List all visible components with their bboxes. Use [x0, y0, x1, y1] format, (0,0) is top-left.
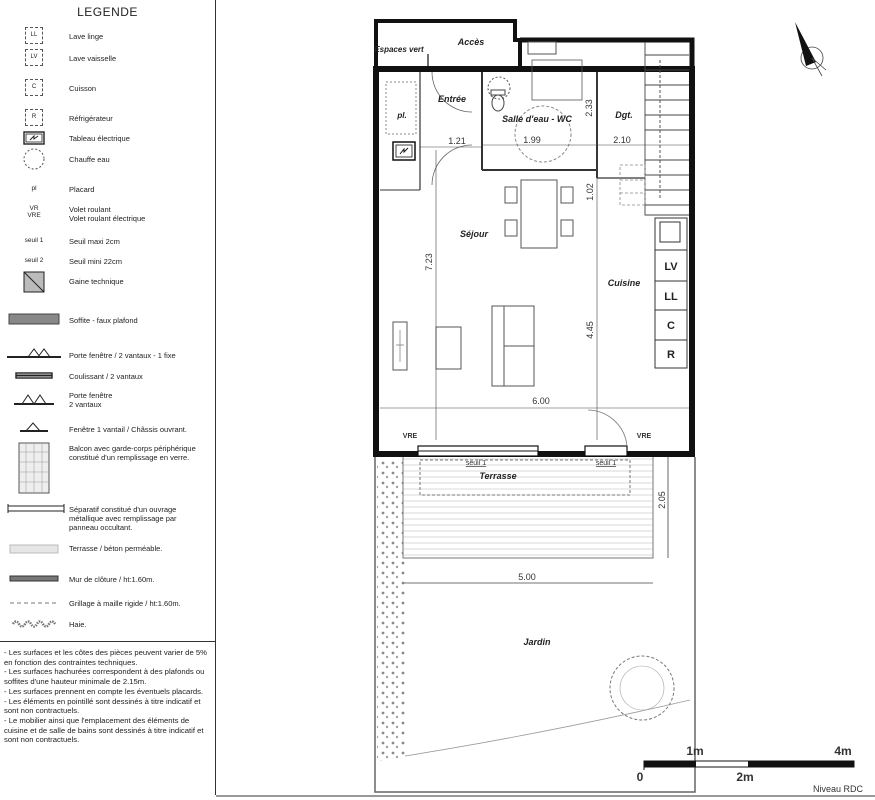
sofa: [492, 306, 534, 386]
dim-hall-depth: 1.02: [585, 183, 595, 201]
vre-label-left: VRE: [402, 433, 418, 440]
hall-door-swing: [432, 145, 472, 185]
terrace-area: [403, 455, 653, 558]
dim-sde-height: 2.33: [584, 99, 594, 117]
legend-notes: [0, 641, 215, 745]
legend-label: Placard: [69, 185, 95, 194]
legend-symbol-vr: VR VRE: [27, 205, 41, 219]
toilet-icon: [491, 90, 505, 111]
legend-symbol-ll: LL: [25, 27, 43, 44]
legend-label: Porte fenêtre / 2 vantaux - 1 fixe: [69, 351, 176, 360]
soffit-icon: [6, 313, 62, 327]
floor-plan: [216, 0, 875, 800]
room-label-cuisine: Cuisine: [607, 278, 641, 288]
technical-duct-icon: [6, 271, 62, 295]
legend-label: Soffite - faux plafond: [69, 316, 138, 325]
legend-label: Chauffe eau: [69, 155, 110, 164]
fence-wall-icon: [6, 575, 62, 585]
appliance-r: R: [667, 349, 675, 361]
privacy-screen-icon: [6, 503, 62, 517]
french-window-fixed-icon: [6, 346, 62, 362]
legend-label: Lave vaisselle: [69, 54, 117, 63]
legend-label: Porte fenêtre 2 vantaux: [69, 391, 113, 409]
legend-label: Tableau électrique: [69, 134, 130, 143]
legend-label: Cuisson: [69, 84, 97, 93]
sliding-door-icon: [6, 370, 62, 384]
scale-four: 4m: [834, 744, 852, 758]
legend-symbol-seuil-2: seuil 2: [24, 257, 44, 264]
legend-panel: [0, 0, 216, 795]
french-window-icon: [6, 391, 62, 409]
tv-unit-detail: [396, 330, 404, 362]
vre-label-right: VRE: [636, 433, 652, 440]
water-heater-icon: [488, 77, 510, 99]
legend-label: Fenêtre 1 vantail / Châssis ouvrant.: [69, 425, 187, 434]
scale-two: 2m: [736, 770, 754, 784]
legend-label: Réfrigérateur: [69, 114, 113, 123]
room-label-acces: Accès: [457, 37, 485, 47]
dim-sejour-depth: 7.23: [424, 253, 434, 271]
legend-label: Haie.: [69, 620, 87, 629]
room-label-terrasse: Terrasse: [479, 471, 517, 481]
garden-bottom-curve: [380, 700, 690, 760]
water-heater-icon: [6, 147, 62, 173]
legend-title: LEGENDE: [77, 5, 138, 19]
legend-label: Coulissant / 2 vantaux: [69, 372, 143, 381]
coffee-table: [436, 327, 461, 369]
appliance-c: C: [667, 320, 675, 332]
dim-cuisine-depth: 4.45: [585, 321, 595, 339]
glass-balcony-icon: [6, 442, 62, 496]
dim-entree-width: 1.21: [448, 136, 466, 146]
note: - Les surfaces et les côtes des pièces peuvent varier de 5% en fonction des contraintes techniques.: [4, 648, 207, 667]
legend-label: Grillage à maille rigide / ht:1.60m.: [69, 599, 181, 608]
legend-label: Séparatif constitué d'un ouvrage métallique avec remplissage par panneau occultant.: [69, 505, 177, 532]
legend-label: Volet roulant Volet roulant électrique: [69, 205, 146, 223]
dim-total-width: 6.00: [532, 396, 550, 406]
electric-panel-icon: [6, 131, 62, 147]
legend-label: Seuil mini 22cm: [69, 257, 122, 266]
scale-one: 1m: [686, 744, 704, 758]
note: - Les éléments en pointillé sont dessinés à titre indicatif et sont non contractuels.: [4, 696, 201, 716]
legend-label: Terrasse / béton perméable.: [69, 544, 163, 553]
appliance-lv: LV: [664, 261, 678, 273]
legend-label: Balcon avec garde-corps périphérique constitué d'un remplissage en verre.: [69, 444, 196, 462]
permeable-terrace-icon: [6, 544, 62, 556]
legend-label: Seuil maxi 2cm: [69, 237, 120, 246]
legend-symbol-seuil-1: seuil 1: [24, 237, 44, 244]
hedge-icon: [6, 618, 62, 632]
legend-symbol-c: C: [25, 79, 43, 96]
french-window-right: [585, 446, 627, 456]
placard: [386, 82, 416, 134]
note: - Les surfaces hachurées correspondent à des plafonds ou soffites d'une hauteur minimale de 2.15m.: [4, 667, 205, 687]
note: - Les surfaces prennent en compte les éventuels placards.: [4, 686, 204, 696]
room-label-espaces-verts: Espaces vert: [374, 45, 424, 54]
legend-label: Gaine technique: [69, 277, 124, 286]
entrance-door-swing: [432, 72, 472, 112]
dim-seuil-left: seuil 1: [465, 460, 487, 467]
tree-canopy: [620, 666, 664, 710]
legend-symbol-lv: LV: [25, 49, 43, 66]
north-arrow-icon: [795, 22, 826, 76]
level-label: Niveau RDC: [812, 784, 863, 794]
washbasin: [528, 42, 556, 54]
scale-bar: [644, 761, 854, 770]
dim-sde-width: 1.99: [523, 135, 541, 145]
room-label-sejour: Séjour: [459, 229, 489, 239]
tree-icon: [610, 656, 674, 720]
electric-panel-icon: [393, 142, 415, 160]
stair-landing: [620, 165, 645, 205]
room-label-salle-eau: Salle d'eau - WC: [502, 114, 572, 124]
hedge: [377, 460, 405, 760]
sink: [660, 222, 680, 242]
note: - Le mobilier ainsi que l'emplacement des éléments de cuisine et de salle de bains sont dessinés à titre indicatif et sont non contractuels.: [4, 715, 204, 745]
legend-symbol-pl: pl: [31, 185, 37, 192]
dim-seuil-right: seuil 1: [595, 460, 617, 467]
room-label-entree: Entrée: [437, 94, 467, 104]
legend-symbol-r: R: [25, 109, 43, 126]
mesh-fence-icon: [6, 599, 62, 609]
appliance-ll: LL: [664, 291, 678, 303]
legend-label: Lave linge: [69, 32, 104, 41]
french-window-swing: [588, 410, 627, 446]
room-label-dgt: Dgt.: [615, 110, 633, 120]
dim-terrasse-depth: 2.05: [657, 491, 667, 509]
dim-jardin-width: 5.00: [518, 572, 536, 582]
room-label-jardin: Jardin: [523, 637, 551, 647]
window-icon: [6, 420, 62, 436]
dim-dgt-width: 2.10: [613, 135, 631, 145]
dining-table: [505, 180, 573, 248]
legend-label: Mur de clôture / ht:1.60m.: [69, 575, 155, 584]
room-label-placard: pl.: [397, 111, 407, 120]
scale-zero: 0: [636, 770, 644, 784]
